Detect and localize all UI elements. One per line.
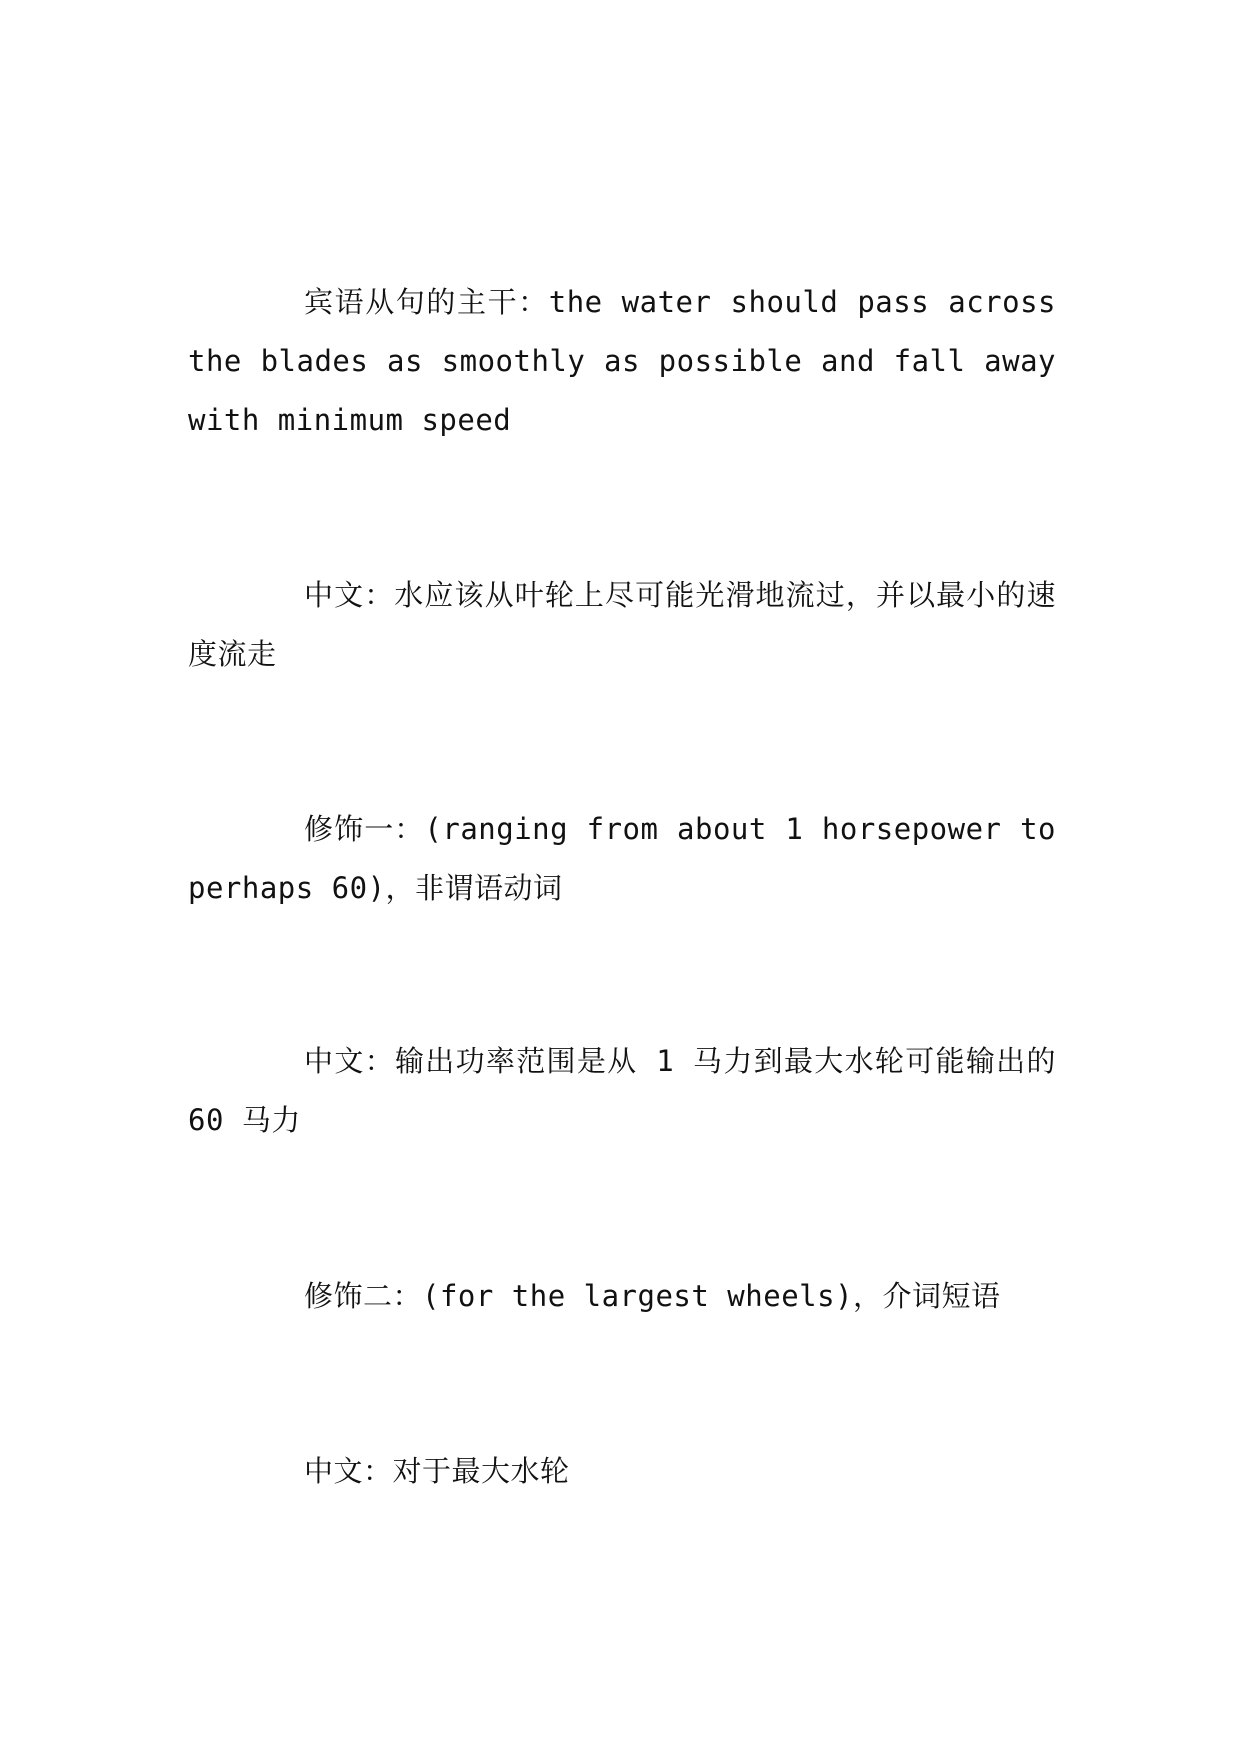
paragraph-object-clause-main: 宾语从句的主干：the water should pass across the blades as smoothly as possible and fall away with minimum speed: [188, 285, 1056, 437]
paragraph-chinese-translation-2: 中文：输出功率范围是从 1 马力到最大水轮可能输出的 60 马力: [188, 1044, 1056, 1137]
paragraph-modifier-one: 修饰一：(ranging from about 1 horsepower to perhaps 60)，非谓语动词: [188, 812, 1056, 905]
paragraph-chinese-translation-1: 中文：水应该从叶轮上尽可能光滑地流过，并以最小的速度流走: [188, 578, 1056, 671]
paragraph-chinese-translation-3: 中文：对于最大水轮: [304, 1454, 570, 1488]
paragraph-modifier-two: 修饰二：(for the largest wheels)，介词短语: [304, 1279, 1001, 1313]
